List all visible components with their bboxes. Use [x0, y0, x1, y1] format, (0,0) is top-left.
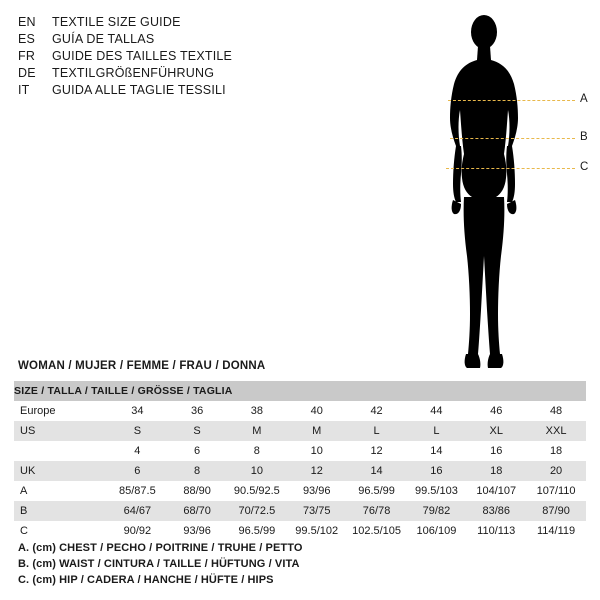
cell: 18	[466, 461, 526, 481]
cell: 87/90	[526, 501, 586, 521]
cell: 76/78	[347, 501, 407, 521]
language-row	[18, 48, 348, 65]
cell: 4	[107, 441, 167, 461]
cell: 107/110	[526, 481, 586, 501]
language-row	[18, 65, 348, 82]
cell: 14	[347, 461, 407, 481]
cell: 83/86	[466, 501, 526, 521]
cell: 96.5/99	[227, 521, 287, 541]
cell: 46	[466, 401, 526, 421]
table-header-label: SIZE / TALLA / TAILLE / GRÖSSE / TAGLIA	[14, 381, 586, 401]
cell: 8	[227, 441, 287, 461]
body-figure	[420, 8, 595, 376]
table-row	[14, 501, 586, 521]
language-row	[18, 82, 348, 99]
legend-item-c: C. (cm) HIP / CADERA / HANCHE / HÜFTE / HIPS	[18, 574, 274, 586]
language-code: EN	[18, 15, 36, 29]
table-row	[14, 481, 586, 501]
cell: M	[227, 421, 287, 441]
language-title: GUIDE DES TAILLES TEXTILE	[52, 49, 233, 63]
cell: 93/96	[287, 481, 347, 501]
language-code: ES	[18, 32, 36, 46]
table-header-row	[14, 381, 586, 401]
measure-label-a: A	[580, 93, 588, 105]
female-silhouette-icon	[420, 8, 595, 376]
cell: 14	[407, 441, 467, 461]
size-table	[14, 381, 586, 541]
cell: S	[167, 421, 227, 441]
table-group-label: WOMAN / MUJER / FEMME / FRAU / DONNA	[18, 360, 266, 372]
cell: 6	[167, 441, 227, 461]
language-code: DE	[18, 66, 36, 80]
cell: 64/67	[107, 501, 167, 521]
language-title: TEXTILGRÖßENFÜHRUNG	[52, 66, 215, 80]
cell: M	[287, 421, 347, 441]
language-row	[18, 31, 348, 48]
cell: 44	[407, 401, 467, 421]
table-row	[14, 521, 586, 541]
cell: 104/107	[466, 481, 526, 501]
table-row	[14, 461, 586, 481]
cell: 34	[107, 401, 167, 421]
table-row	[14, 441, 586, 461]
row-label: C	[14, 521, 107, 541]
cell: L	[407, 421, 467, 441]
cell: 6	[107, 461, 167, 481]
language-row	[18, 14, 348, 31]
cell: 79/82	[407, 501, 467, 521]
cell: 20	[526, 461, 586, 481]
measure-label-c: C	[580, 161, 589, 173]
language-title: GUIDA ALLE TAGLIE TESSILI	[52, 83, 226, 97]
language-title-list	[18, 14, 348, 99]
cell: 10	[227, 461, 287, 481]
cell: 110/113	[466, 521, 526, 541]
language-title: TEXTILE SIZE GUIDE	[52, 15, 181, 29]
cell: L	[347, 421, 407, 441]
cell: 114/119	[526, 521, 586, 541]
language-code: FR	[18, 49, 36, 63]
cell: 99.5/103	[407, 481, 467, 501]
measure-line-waist	[450, 138, 575, 139]
language-code: IT	[18, 83, 30, 97]
cell: 106/109	[407, 521, 467, 541]
cell: 73/75	[287, 501, 347, 521]
cell: 12	[347, 441, 407, 461]
cell: 40	[287, 401, 347, 421]
cell: XL	[466, 421, 526, 441]
row-label	[14, 441, 107, 461]
cell: 16	[407, 461, 467, 481]
measure-label-b: B	[580, 131, 588, 143]
cell: 90/92	[107, 521, 167, 541]
cell: 16	[466, 441, 526, 461]
cell: 70/72.5	[227, 501, 287, 521]
cell: 36	[167, 401, 227, 421]
cell: 102.5/105	[347, 521, 407, 541]
cell: 99.5/102	[287, 521, 347, 541]
table-row	[14, 401, 586, 421]
language-title: GUÍA DE TALLAS	[52, 32, 155, 46]
row-label: US	[14, 421, 107, 441]
cell: 48	[526, 401, 586, 421]
legend-item-b: B. (cm) WAIST / CINTURA / TAILLE / HÜFTUNG / VITA	[18, 558, 300, 570]
cell: XXL	[526, 421, 586, 441]
cell: 85/87.5	[107, 481, 167, 501]
cell: 38	[227, 401, 287, 421]
measure-line-hip	[446, 168, 575, 169]
measurement-legend	[18, 540, 578, 588]
cell: 18	[526, 441, 586, 461]
cell: 90.5/92.5	[227, 481, 287, 501]
cell: 93/96	[167, 521, 227, 541]
cell: 96.5/99	[347, 481, 407, 501]
cell: 68/70	[167, 501, 227, 521]
cell: 8	[167, 461, 227, 481]
table-row	[14, 421, 586, 441]
row-label: B	[14, 501, 107, 521]
cell: 12	[287, 461, 347, 481]
cell: 10	[287, 441, 347, 461]
cell: 42	[347, 401, 407, 421]
row-label: Europe	[14, 401, 107, 421]
cell: 88/90	[167, 481, 227, 501]
cell: S	[107, 421, 167, 441]
row-label: UK	[14, 461, 107, 481]
measure-line-chest	[448, 100, 575, 101]
row-label: A	[14, 481, 107, 501]
legend-item-a: A. (cm) CHEST / PECHO / POITRINE / TRUHE / PETTO	[18, 542, 303, 554]
